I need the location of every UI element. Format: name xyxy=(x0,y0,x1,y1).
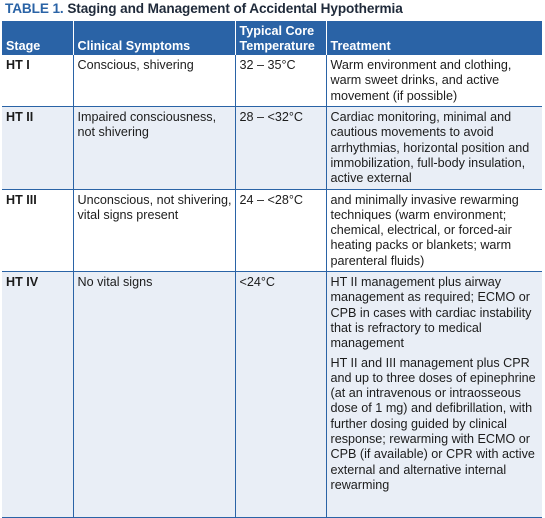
table-row xyxy=(2,107,542,189)
table-row xyxy=(2,55,542,106)
header-stage: Stage xyxy=(2,21,73,55)
table-title: Staging and Management of Accidental Hypothermia xyxy=(67,1,403,16)
cell-stage: HT III xyxy=(2,189,73,271)
cell-treatment: Warm environment and clothing, warm sweet drinks, and active movement (if possible) xyxy=(326,55,542,106)
cell-temperature: 28 – <32°C xyxy=(235,107,326,189)
header-treatment: Treatment xyxy=(326,21,542,55)
cell-temperature: 32 – 35°C xyxy=(235,55,326,106)
cell-stage: HT I xyxy=(2,55,73,106)
hypothermia-table xyxy=(2,21,542,518)
table-header xyxy=(2,21,542,55)
cell-treatment: Cardiac monitoring, minimal and cautious movements to avoid arrhythmias, horizontal position and immobilization, full-body insulation, active external xyxy=(326,107,542,189)
header-symptoms: Clinical Symptoms xyxy=(73,21,235,55)
treatment-paragraph: HT II management plus airway management as required; ECMO or CPB in cases with cardiac instability that is refractory to medical management xyxy=(330,275,532,351)
cell-stage: HT IV xyxy=(2,272,73,518)
cell-symptoms: Impaired consciousness, not shivering xyxy=(73,107,235,189)
cell-treatment: and minimally invasive rewarming techniques (warm environment; chemical, electrical, or forced-air heating packs or blankets; warm parenteral fluids) xyxy=(326,189,542,271)
cell-symptoms: No vital signs xyxy=(73,272,235,518)
table-caption xyxy=(5,1,403,16)
table-row xyxy=(2,189,542,271)
table-row xyxy=(2,272,542,518)
cell-symptoms: Conscious, shivering xyxy=(73,55,235,106)
cell-temperature: 24 – <28°C xyxy=(235,189,326,271)
header-temperature: Typical Core Temperature xyxy=(235,21,326,55)
cell-treatment xyxy=(326,272,542,518)
cell-temperature: <24°C xyxy=(235,272,326,518)
cell-stage: HT II xyxy=(2,107,73,189)
treatment-paragraph: HT II and III management plus CPR and up to three doses of epinephrine (at an intravenous or intraosseous dose of 1 mg) and defibrillation, with further dosing guided by clinical response; rewarming with ECMO or CPB (if available) or CPR with active external and alternative internal rewarming xyxy=(330,355,536,492)
cell-symptoms: Unconscious, not shivering, vital signs present xyxy=(73,189,235,271)
table-number: TABLE 1. xyxy=(5,1,64,16)
